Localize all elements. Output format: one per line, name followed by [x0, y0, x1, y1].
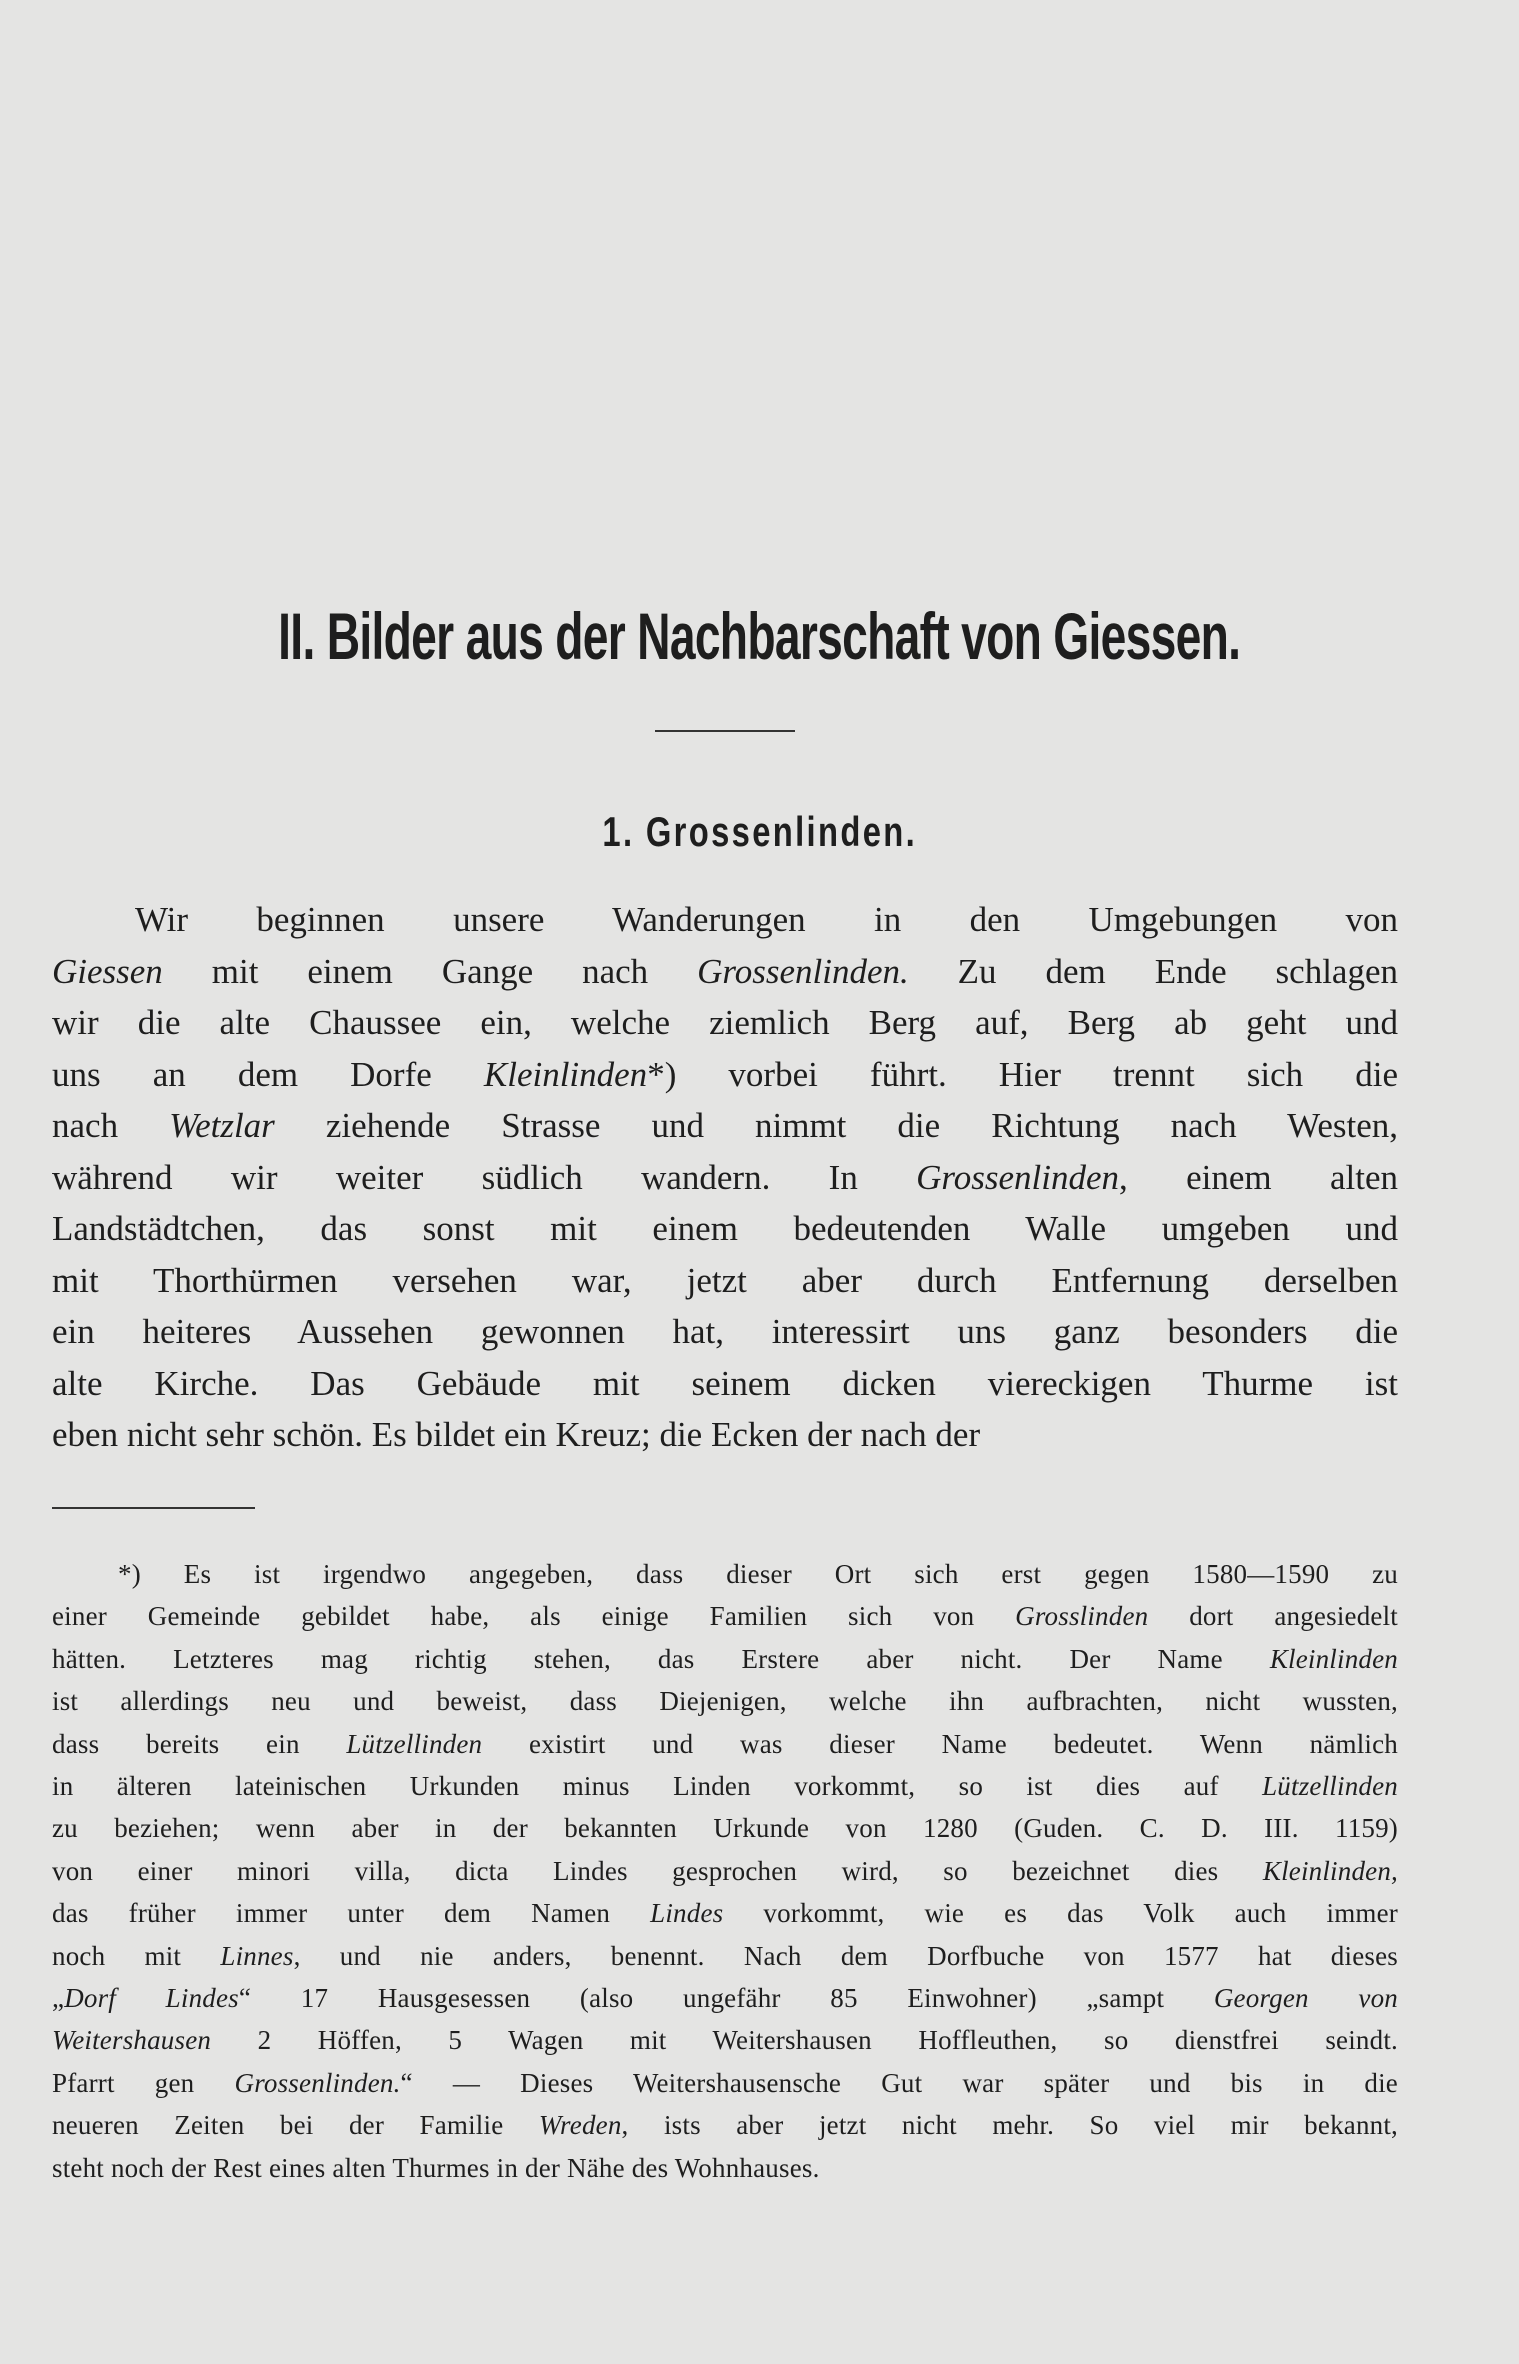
- italic-text: Kleinlinden: [483, 1054, 648, 1094]
- footnote-divider: [52, 1507, 255, 1509]
- text-segment: noch mit: [52, 1940, 221, 1971]
- italic-text: Linnes: [220, 1940, 294, 1971]
- footnote-line: [52, 1770, 1398, 1802]
- text-segment: 2 Höffen, 5 Wagen mit Weitershausen Hoffleuthen, so dienstfrei seindt.: [211, 2025, 1398, 2056]
- text-segment: alte Kirche. Das Gebäude mit seinem dicken viereckigen Thurme ist: [52, 1363, 1398, 1403]
- text-segment: das früher immer unter dem Namen: [52, 1898, 651, 1929]
- text-segment: *) vorbei führt. Hier trennt sich die: [647, 1054, 1398, 1094]
- text-segment: mit Thorthürmen versehen war, jetzt aber durch Entfernung derselben: [52, 1260, 1398, 1300]
- body-line: [135, 900, 1398, 940]
- footnote-line: [52, 1685, 1398, 1717]
- text-segment: dass bereits ein: [52, 1728, 347, 1759]
- footnote-line: [118, 1558, 1398, 1590]
- body-line: [52, 1055, 1398, 1095]
- text-segment: wir die alte Chaussee ein, welche ziemlich Berg auf, Berg ab geht und: [52, 1003, 1398, 1042]
- body-line: [52, 1158, 1398, 1198]
- text-segment: *) Es ist irgendwo angegeben, dass dieser Ort sich erst gegen 1580—1590 zu: [118, 1559, 1398, 1589]
- text-segment: Pfarrt gen: [52, 2067, 235, 2098]
- italic-text: Kleinlinden,: [1262, 1855, 1398, 1886]
- footnote-line: [52, 1728, 1398, 1760]
- text-segment: uns an dem Dorfe: [52, 1054, 484, 1094]
- chapter-title: [0, 598, 1519, 674]
- body-line: [52, 1209, 1398, 1249]
- italic-text: Weitershausen: [52, 2025, 212, 2056]
- italic-text: Lindes: [650, 1898, 724, 1929]
- italic-text: Giessen: [52, 951, 163, 991]
- italic-text: Grosslinden: [1015, 1601, 1149, 1632]
- text-segment: neueren Zeiten bei der Familie: [52, 2110, 539, 2141]
- section-heading: [0, 808, 1519, 856]
- text-segment: existirt und was dieser Name bedeutet. Wenn nämlich: [482, 1728, 1399, 1759]
- body-line: [52, 1364, 1398, 1404]
- body-line: [52, 952, 1398, 992]
- text-segment: zu beziehen; wenn aber in der bekannten Urkunde von 1280 (Guden. C. D. III. 1159): [52, 1813, 1398, 1844]
- footnote-line: [52, 2024, 1398, 2056]
- footnote-line: [52, 2067, 1398, 2099]
- text-segment: “ — Dieses Weitershausensche Gut war später und bis in die: [400, 2067, 1398, 2098]
- body-line: [52, 1003, 1398, 1043]
- text-segment: einer Gemeinde gebildet habe, als einige Familien sich von: [52, 1601, 1016, 1632]
- text-segment: Wir beginnen unsere Wanderungen in den Umgebungen von: [135, 900, 1398, 939]
- body-line: [52, 1261, 1398, 1301]
- text-segment: hätten. Letzteres mag richtig stehen, das Erstere aber nicht. Der Name: [52, 1643, 1270, 1674]
- footnote-line: [52, 1940, 1398, 1972]
- text-segment: nach: [52, 1106, 170, 1145]
- text-segment: , und nie anders, benennt. Nach dem Dorfbuche von 1577 hat dieses: [293, 1940, 1398, 1971]
- text-segment: ziehende Strasse und nimmt die Richtung nach Westen,: [274, 1106, 1398, 1145]
- footnote-line: [52, 1897, 1398, 1929]
- italic-text: Lützellinden: [1262, 1771, 1398, 1801]
- italic-text: Lützellinden: [346, 1728, 483, 1759]
- chapter-title-text: II. Bilder aus der Nachbarschaft von Giessen.: [278, 599, 1241, 673]
- section-heading-text: 1. Grossenlinden.: [602, 808, 917, 855]
- title-divider: [655, 730, 795, 732]
- italic-text: Grossenlinden.: [697, 951, 909, 991]
- body-line: [52, 1415, 1398, 1455]
- italic-text: Wreden: [538, 2110, 622, 2141]
- body-line: [52, 1312, 1398, 1352]
- footnote-line: [52, 1600, 1398, 1632]
- footnote-line: [52, 2152, 1398, 2184]
- text-segment: ist allerdings neu und beweist, dass Diejenigen, welche ihn aufbrachten, nicht wussten,: [52, 1686, 1398, 1717]
- footnote-line: [52, 1643, 1398, 1675]
- text-segment: Zu dem Ende schlagen: [908, 951, 1398, 991]
- text-segment: “ 17 Hausgesessen (also ungefähr 85 Einwohner) „sampt: [238, 1983, 1214, 2013]
- text-segment: während wir weiter südlich wandern. In: [52, 1157, 917, 1197]
- text-segment: , ists aber jetzt nicht mehr. So viel mir bekannt,: [621, 2110, 1399, 2141]
- italic-text: Dorf Lindes: [64, 1983, 239, 2013]
- italic-text: Wetzlar: [169, 1106, 275, 1145]
- text-segment: ein heiteres Aussehen gewonnen hat, interessirt uns ganz besonders die: [52, 1312, 1398, 1351]
- italic-text: Georgen von: [1213, 1983, 1398, 2013]
- body-line: [52, 1106, 1398, 1146]
- footnote-line: [52, 1982, 1398, 2014]
- italic-text: Kleinlinden: [1269, 1643, 1398, 1674]
- italic-text: Grossenlinden.: [234, 2067, 401, 2098]
- text-segment: Landstädtchen, das sonst mit einem bedeutenden Walle umgeben und: [52, 1209, 1398, 1248]
- footnote-line: [52, 2109, 1398, 2141]
- text-segment: steht noch der Rest eines alten Thurmes in der Nähe des Wohnhauses.: [52, 2152, 820, 2183]
- footnote-line: [52, 1812, 1398, 1844]
- text-segment: dort angesiedelt: [1148, 1601, 1398, 1632]
- text-segment: von einer minori villa, dicta Lindes gesprochen wird, so bezeichnet dies: [52, 1855, 1263, 1886]
- text-segment: „: [52, 1983, 65, 2013]
- text-segment: in älteren lateinischen Urkunden minus Linden vorkommt, so ist dies auf: [52, 1771, 1263, 1801]
- footnote-line: [52, 1855, 1398, 1887]
- text-segment: mit einem Gange nach: [162, 951, 698, 991]
- text-segment: vorkommt, wie es das Volk auch immer: [723, 1898, 1398, 1929]
- text-segment: , einem alten: [1119, 1157, 1398, 1197]
- text-segment: eben nicht sehr schön. Es bildet ein Kreuz; die Ecken der nach der: [52, 1415, 981, 1454]
- italic-text: Grossenlinden: [916, 1157, 1120, 1197]
